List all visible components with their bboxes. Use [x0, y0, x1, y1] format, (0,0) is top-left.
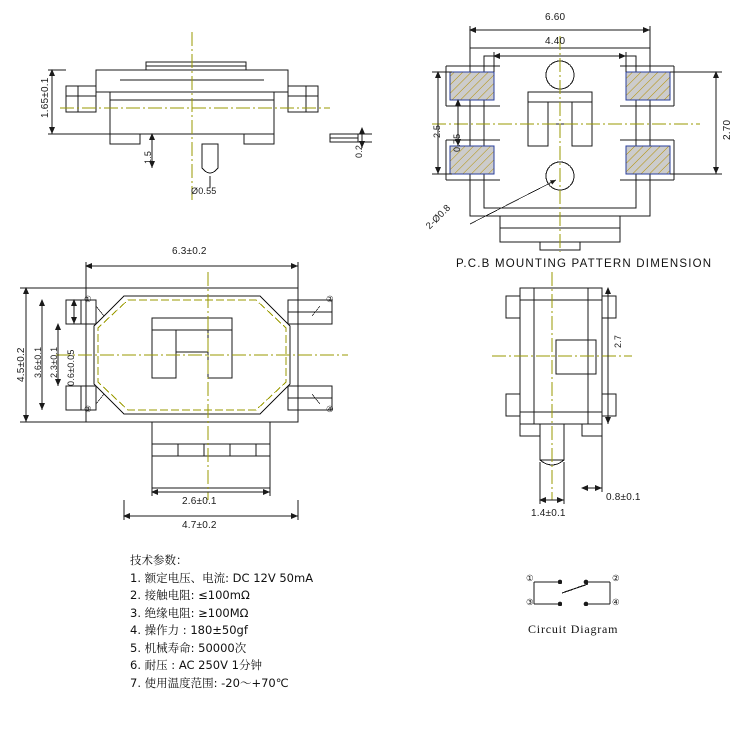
- dimension-25: [432, 72, 452, 174]
- dimension-270-pcb: [670, 72, 722, 174]
- pin-number-3: ③: [84, 404, 92, 414]
- side-elevation-view: [506, 288, 616, 465]
- dim-label-4-40: 4.40: [545, 36, 566, 47]
- dim-label-2-5: 2.5: [432, 124, 442, 138]
- dim-label-1-65: 1.65±0.1: [40, 77, 51, 118]
- dim-label-6-60: 6.60: [545, 12, 566, 23]
- dim-label-dia-0-55: Ø0.55: [191, 186, 217, 196]
- front-elevation-view: [66, 62, 358, 173]
- dim-label-0-75: 0.75: [452, 133, 462, 152]
- circuit-pin-2: ②: [612, 573, 620, 583]
- dim-label-2-6: 2.6±0.1: [182, 496, 217, 507]
- spec-item-1: 1. 额定电压、电流: DC 12V 50mA: [130, 570, 314, 585]
- pin-number-1: ①: [84, 294, 92, 304]
- dim-label-2-dia-0-8: 2-Ø0.8: [424, 202, 454, 232]
- spec-item-5: 5. 机械寿命: 50000次: [130, 640, 247, 655]
- pcb-pattern-title: P.C.B MOUNTING PATTERN DIMENSION: [456, 258, 713, 270]
- dimension-165: [48, 70, 110, 134]
- spec-heading: 技术参数：: [130, 553, 188, 567]
- centerline-side-view: [492, 272, 632, 500]
- dim-label-1-5: 1.5: [143, 150, 153, 164]
- dim-label-2-70: 2.70: [722, 119, 733, 140]
- dim-label-0-2: 0.2: [354, 144, 364, 158]
- pin-number-4: ④: [326, 404, 334, 414]
- dim-label-0-6: 0.6±0.05: [66, 349, 76, 386]
- circuit-pin-3: ③: [526, 597, 534, 607]
- centerline-pcb-view: [432, 36, 700, 252]
- dimension-26: [152, 488, 270, 496]
- spec-item-6: 6. 耐压 : AC 250V 1分钟: [130, 658, 262, 672]
- circuit-diagram-title: Circuit Diagram: [528, 622, 619, 636]
- dim-label-1-4: 1.4±0.1: [531, 508, 566, 519]
- dim-label-0-8: 0.8±0.1: [606, 492, 641, 503]
- dimension-63: [86, 262, 298, 288]
- circuit-pin-1: ①: [526, 573, 534, 583]
- specifications-block: [130, 552, 313, 692]
- dimension-08: [582, 436, 602, 492]
- dim-label-6-3: 6.3±0.2: [172, 246, 207, 257]
- dim-label-2-7-side: 2.7: [613, 334, 623, 348]
- dim-label-4-5: 4.5±0.2: [16, 347, 27, 382]
- spec-item-3: 3. 绝缘电阻: ≥100MΩ: [130, 605, 249, 620]
- centerline-front-view: [60, 32, 330, 200]
- spec-item-4: 4. 操作力 : 180±50gf: [130, 623, 248, 637]
- dim-label-3-6: 3.6±0.1: [33, 346, 43, 378]
- plan-view: [66, 288, 332, 488]
- spec-item-7: 7. 使用温度范围: -20～+70℃: [130, 675, 289, 690]
- circuit-pin-4: ④: [612, 597, 620, 607]
- dim-label-4-7: 4.7±0.2: [182, 520, 217, 531]
- pin-number-2: ②: [326, 294, 334, 304]
- spec-item-2: 2. 接触电阻: ≤100mΩ: [130, 588, 250, 602]
- circuit-diagram: [534, 580, 610, 606]
- dim-label-2-3: 2.3±0.1: [49, 346, 59, 378]
- leader-2xdia08: [470, 180, 556, 224]
